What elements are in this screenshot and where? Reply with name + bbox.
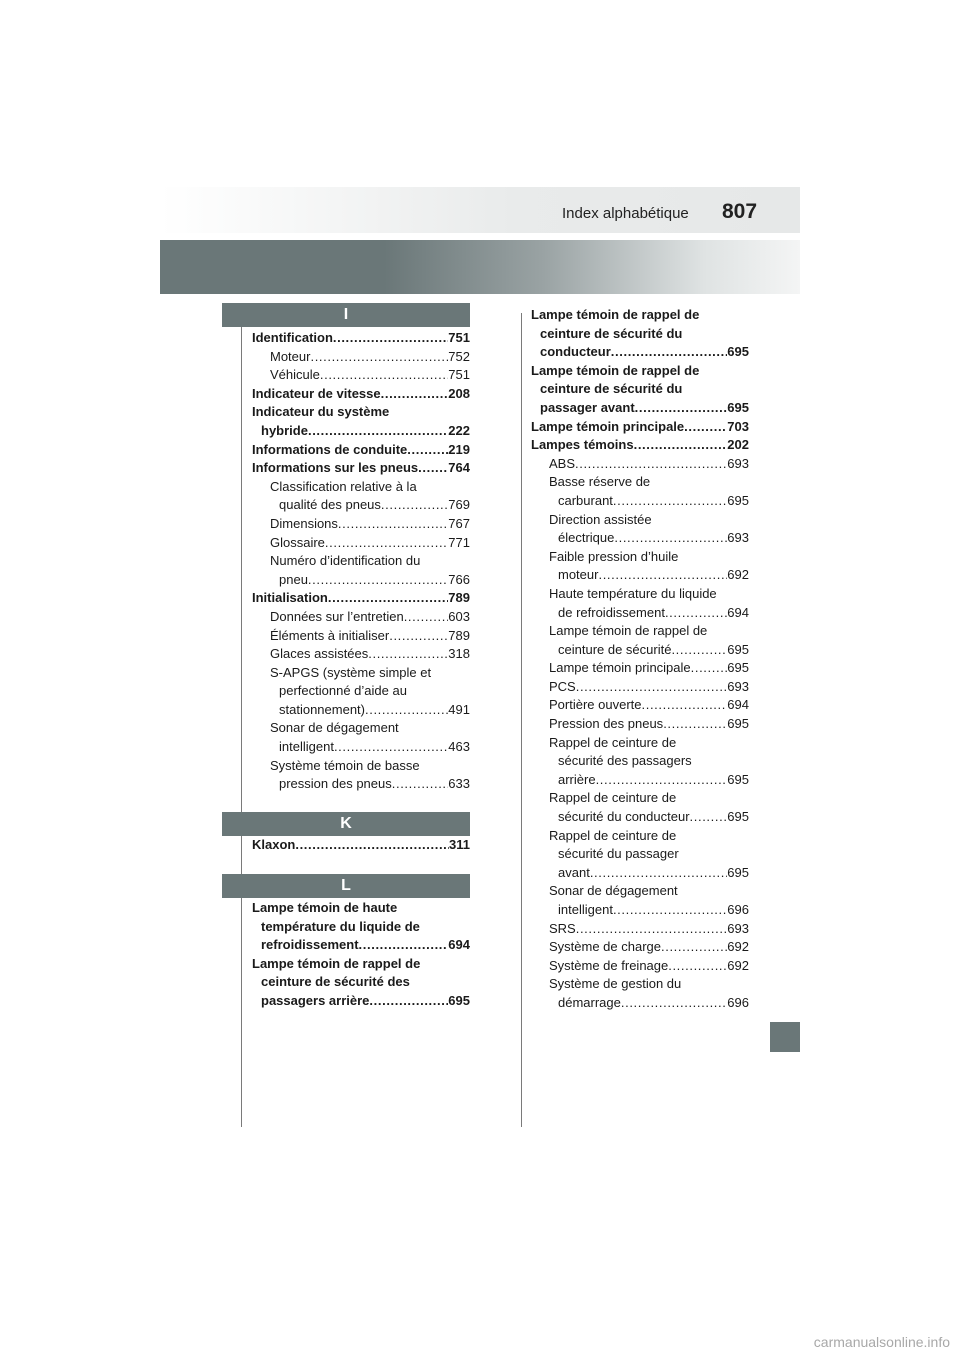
index-page-ref: 603 — [448, 608, 470, 624]
index-entry-line: Classification relative à la — [270, 478, 417, 494]
index-page-ref: 693 — [727, 530, 749, 546]
index-entry-text: Données sur l’entretien — [270, 608, 404, 624]
index-entry-text: Lampe témoin principale — [531, 418, 685, 434]
index-entry-text: stationnement) — [279, 701, 365, 717]
leader-dots — [665, 604, 727, 623]
index-entry-text: pression des pneus — [279, 776, 392, 792]
index-entry-text: hybride — [261, 422, 308, 438]
index-entry-text: pneu — [279, 571, 308, 587]
index-entry — [252, 515, 470, 534]
leader-dots — [613, 901, 727, 920]
leader-dots — [328, 589, 448, 608]
index-entry — [531, 604, 749, 623]
leader-dots — [690, 808, 728, 827]
index-entry — [252, 348, 470, 367]
index-entry — [531, 938, 749, 957]
index-entry-line: Numéro d’identification du — [270, 553, 421, 569]
index-entry — [531, 436, 749, 455]
index-entry-line: Direction assistée — [549, 511, 652, 527]
leader-dots — [407, 441, 448, 460]
index-entry — [531, 399, 749, 418]
index-entry-line: ceinture de sécurité du — [540, 325, 683, 341]
leader-dots — [668, 957, 727, 976]
index-entry-line: ceinture de sécurité du — [540, 381, 683, 397]
index-page-ref: 695 — [727, 492, 749, 508]
leader-dots — [325, 534, 448, 553]
index-entry — [252, 645, 470, 664]
index-entry-line: Sonar de dégagement — [549, 883, 678, 899]
index-entry — [252, 459, 470, 478]
index-entry-line: Haute température du liquide — [549, 585, 717, 601]
leader-dots — [635, 399, 728, 418]
index-entry-text: Lampes témoins — [531, 437, 634, 453]
index-entry — [531, 808, 749, 827]
leader-dots — [404, 608, 449, 627]
index-entry-text: de refroidissement — [558, 604, 665, 620]
index-entry — [531, 771, 749, 790]
index-entry-text: avant — [558, 864, 590, 880]
index-entry-line: Lampe témoin de rappel de — [531, 307, 700, 322]
index-entry-text: Portière ouverte — [549, 697, 642, 713]
index-entry-text: Éléments à initialiser — [270, 627, 390, 643]
index-page-ref: 208 — [448, 385, 470, 401]
index-entry — [252, 571, 470, 590]
leader-dots — [663, 715, 727, 734]
index-entry-line: Lampe témoin de rappel de — [252, 955, 421, 971]
index-entry-text: Informations de conduite — [252, 441, 408, 457]
leader-dots — [614, 529, 727, 548]
index-entry-text: Glossaire — [270, 534, 325, 550]
index-entry — [531, 566, 749, 585]
index-page-ref: 696 — [727, 994, 749, 1010]
index-page-ref: 764 — [448, 460, 470, 476]
leader-dots — [365, 701, 448, 720]
index-page-ref: 692 — [727, 567, 749, 583]
index-page-ref: 696 — [727, 902, 749, 917]
index-entry — [531, 418, 749, 437]
leader-dots — [613, 492, 727, 511]
leader-dots — [310, 348, 448, 367]
index-page-ref: 695 — [448, 992, 470, 1008]
index-entry-line: Rappel de ceinture de — [549, 734, 677, 750]
leader-dots — [596, 771, 728, 790]
leader-dots — [634, 436, 728, 455]
index-entry-line: température du liquide de — [261, 918, 420, 934]
index-page-ref: 695 — [727, 771, 749, 787]
index-column-l — [252, 899, 470, 1011]
index-page-ref: 222 — [448, 422, 470, 438]
index-page-ref: 692 — [727, 939, 749, 955]
index-page-ref: 463 — [448, 739, 470, 755]
index-entry — [252, 738, 470, 757]
index-entry-line: Système témoin de basse — [270, 757, 420, 773]
index-entry — [252, 589, 470, 608]
leader-dots — [590, 864, 727, 883]
index-entry — [252, 608, 470, 627]
index-entry — [531, 659, 749, 678]
index-entry — [252, 701, 470, 720]
index-page-ref: 693 — [727, 920, 749, 936]
index-entry-text: intelligent — [279, 739, 334, 755]
leader-dots — [575, 455, 727, 474]
index-entry-line: sécurité du passager — [558, 846, 679, 862]
index-entry-line: Lampe témoin de rappel de — [549, 623, 708, 639]
index-entry-line: Lampe témoin de haute — [252, 900, 398, 915]
index-entry-line: Rappel de ceinture de — [549, 827, 677, 843]
index-page-ref: 695 — [727, 641, 749, 657]
index-entry — [531, 696, 749, 715]
index-entry — [252, 385, 470, 404]
leader-dots — [392, 775, 449, 794]
index-entry-text: démarrage — [558, 994, 621, 1010]
index-entry — [252, 836, 470, 855]
leader-dots — [295, 836, 449, 855]
index-entry-line: Rappel de ceinture de — [549, 790, 677, 806]
leader-dots — [368, 645, 448, 664]
index-entry — [531, 864, 749, 883]
index-page-ref: 695 — [727, 809, 749, 825]
index-entry-text: PCS — [549, 678, 576, 694]
index-entry-text: moteur — [558, 567, 599, 583]
index-page-ref: 318 — [448, 646, 470, 662]
chapter-tab — [770, 1022, 800, 1052]
index-entry-line: sécurité des passagers — [558, 753, 692, 769]
index-entry-text: Système de freinage — [549, 957, 669, 973]
index-entry-text: Moteur — [270, 348, 311, 364]
leader-dots — [691, 659, 728, 678]
index-page-ref: 751 — [448, 367, 470, 383]
leader-dots — [576, 920, 728, 939]
index-entry — [531, 641, 749, 660]
index-entry-text: Dimensions — [270, 515, 338, 531]
leader-dots — [418, 459, 448, 478]
index-page-ref: 202 — [727, 437, 749, 453]
leader-dots — [308, 571, 448, 590]
index-entry-line: Lampe témoin de rappel de — [531, 362, 700, 378]
index-entry — [531, 492, 749, 511]
index-page-ref: 771 — [448, 534, 470, 550]
index-entry — [531, 678, 749, 697]
index-page-ref: 693 — [727, 678, 749, 694]
index-entry — [252, 366, 470, 385]
index-page-ref: 789 — [448, 590, 470, 606]
header-bar — [160, 187, 800, 233]
index-page-ref: 219 — [448, 441, 470, 457]
index-entry-text: Système de charge — [549, 939, 662, 955]
index-entry — [252, 936, 470, 955]
section-banner — [160, 240, 800, 294]
index-entry-text: Lampe témoin principale — [549, 660, 691, 676]
index-entry — [252, 496, 470, 515]
index-page-ref: 695 — [727, 399, 749, 415]
letter-header-i: I — [222, 303, 470, 327]
letter-header-k: K — [222, 812, 470, 836]
index-page-ref: 695 — [727, 864, 749, 880]
index-entry — [252, 422, 470, 441]
leader-dots — [333, 329, 448, 348]
leader-dots — [381, 496, 448, 515]
index-column-l-continued — [531, 306, 749, 1013]
index-entry-line: S-APGS (système simple et — [270, 664, 432, 680]
index-column-k — [252, 836, 470, 855]
index-page-ref: 695 — [727, 716, 749, 732]
leader-dots — [661, 938, 727, 957]
index-page-ref: 766 — [448, 571, 470, 587]
leader-dots — [598, 566, 727, 585]
index-entry — [252, 329, 470, 348]
running-header-title: Index alphabétique — [562, 205, 689, 222]
index-entry-text: Pression des pneus — [549, 716, 664, 732]
index-entry-line: perfectionné d’aide au — [279, 683, 407, 699]
index-entry-text: Identification — [252, 330, 333, 345]
index-entry — [531, 957, 749, 976]
index-entry — [252, 441, 470, 460]
index-entry-text: Initialisation — [252, 590, 328, 606]
index-page-ref: 694 — [727, 604, 749, 620]
index-entry — [531, 901, 749, 920]
index-entry-text: passagers arrière — [261, 992, 370, 1008]
index-entry — [252, 627, 470, 646]
column-rule-right — [521, 313, 522, 1127]
watermark: carmanualsonline.info — [813, 1334, 950, 1350]
index-entry-text: SRS — [549, 920, 576, 936]
index-entry — [531, 529, 749, 548]
index-entry-line: Sonar de dégagement — [270, 720, 399, 736]
index-page-ref: 789 — [448, 627, 470, 643]
index-page-ref: 692 — [727, 957, 749, 973]
index-page-ref: 751 — [448, 330, 470, 345]
leader-dots — [308, 422, 448, 441]
leader-dots — [389, 627, 448, 646]
index-entry — [531, 920, 749, 939]
leader-dots — [338, 515, 448, 534]
index-entry-text: carburant — [558, 492, 613, 508]
index-entry-line: Faible pression d’huile — [549, 548, 679, 564]
index-entry-text: ABS — [549, 455, 576, 471]
index-entry — [252, 775, 470, 794]
index-entry-text: sécurité du conducteur — [558, 809, 690, 825]
index-entry-line: Basse réserve de — [549, 474, 651, 490]
leader-dots — [320, 366, 448, 385]
leader-dots — [369, 992, 448, 1011]
index-page-ref: 491 — [448, 701, 470, 717]
index-entry-text: qualité des pneus — [279, 497, 381, 513]
index-entry — [252, 992, 470, 1011]
page-number: 807 — [722, 200, 758, 223]
index-entry-text: Glaces assistées — [270, 646, 369, 662]
index-column-i — [252, 329, 470, 794]
index-page-ref: 693 — [727, 455, 749, 471]
index-page-ref: 695 — [727, 660, 749, 676]
index-entry-text: Indicateur de vitesse — [252, 385, 381, 401]
index-entry-text: passager avant — [540, 399, 635, 415]
index-entry-line: Système de gestion du — [549, 976, 682, 992]
index-page-ref: 752 — [448, 348, 470, 364]
index-page-ref: 769 — [448, 497, 470, 513]
leader-dots — [381, 385, 449, 404]
leader-dots — [642, 696, 728, 715]
leader-dots — [334, 738, 448, 757]
leader-dots — [684, 418, 727, 437]
index-entry — [531, 343, 749, 362]
leader-dots — [576, 678, 728, 697]
index-entry — [531, 994, 749, 1013]
index-page-ref: 767 — [448, 515, 470, 531]
index-entry-text: Informations sur les pneus — [252, 460, 419, 476]
index-entry-line: Indicateur du système — [252, 404, 390, 420]
index-entry-text: refroidissement — [261, 937, 359, 953]
index-page-ref: 695 — [727, 344, 749, 360]
index-entry-text: conducteur — [540, 344, 611, 360]
leader-dots — [621, 994, 727, 1013]
index-entry-text: ceinture de sécurité — [558, 641, 672, 657]
column-rule-left — [241, 313, 242, 1127]
index-entry-text: Klaxon — [252, 837, 296, 852]
index-entry-text: intelligent — [558, 902, 613, 917]
index-page-ref: 311 — [449, 837, 470, 852]
index-page-ref: 694 — [448, 937, 470, 953]
index-entry-text: Véhicule — [270, 367, 320, 383]
leader-dots — [359, 936, 449, 955]
index-entry — [531, 455, 749, 474]
index-entry — [252, 534, 470, 553]
index-page-ref: 703 — [727, 418, 749, 434]
letter-header-l: L — [222, 874, 470, 898]
leader-dots — [611, 343, 728, 362]
index-entry-text: électrique — [558, 530, 615, 546]
index-entry-text: arrière — [558, 771, 596, 787]
index-page-ref: 694 — [727, 697, 749, 713]
index-entry — [531, 715, 749, 734]
index-entry-line: ceinture de sécurité des — [261, 974, 410, 990]
leader-dots — [671, 641, 727, 660]
index-page-ref: 633 — [448, 776, 470, 792]
